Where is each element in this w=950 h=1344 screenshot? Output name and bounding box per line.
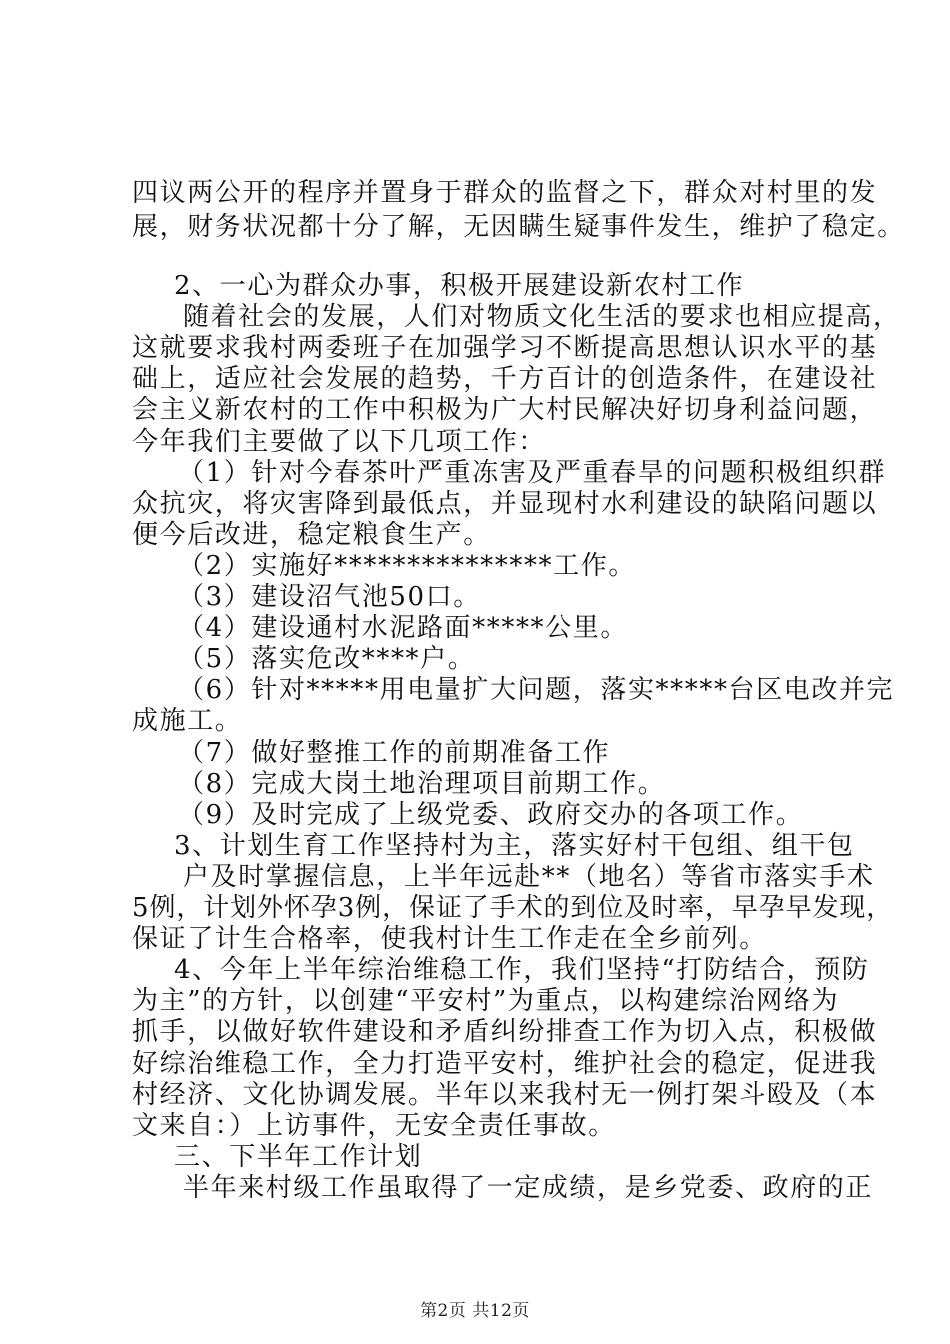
text-line: 会主义新农村的工作中积极为广大村民解决好切身利益问题， (132, 395, 878, 425)
section-heading: 4、今年上半年综治维稳工作，我们坚持“打防结合，预防 (174, 955, 870, 985)
text-line: 展，财务状况都十分了解，无因瞒生疑事件发生，维护了稳定。 (132, 212, 905, 242)
list-item: （7）做好整推工作的前期准备工作 (178, 738, 611, 768)
list-item: （6）针对*****用电量扩大问题，落实*****台区电改并完 (178, 675, 895, 705)
text-line: 成施工。 (132, 706, 243, 736)
text-line: 文来自：）上访事件，无安全责任事故。 (132, 1111, 616, 1141)
list-item: （8）完成大岗土地治理项目前期工作。 (178, 769, 666, 799)
list-item: （4）建设通村水泥路面*****公里。 (178, 613, 628, 643)
text-line: 随着社会的发展，人们对物质文化生活的要求也相应提高， (183, 302, 901, 332)
list-item: （1）针对今春茶叶严重冻害及严重春旱的问题积极组织群 (178, 458, 887, 488)
list-item: （2）实施好***************工作。 (178, 551, 636, 581)
text-line: 保证了计生合格率，使我村计生工作走在全乡前列。 (132, 924, 767, 954)
page-footer: 第2页 共12页 (420, 1301, 530, 1321)
text-line: 础上，适应社会发展的趋势，千方百计的创造条件，在建设社 (132, 364, 878, 394)
text-line: 抓手，以做好软件建设和矛盾纠纷排查工作为切入点，积极做 (132, 1017, 878, 1047)
text-line: 好综治维稳工作，全力打造平安村，维护社会的稳定，促进我 (132, 1049, 878, 1079)
text-line: 户及时掌握信息，上半年远赴**（地名）等省市落实手术 (183, 862, 875, 892)
text-line: 今年我们主要做了以下几项工作： (132, 427, 547, 457)
section-heading: 三、下半年工作计划 (174, 1142, 423, 1172)
text-line: 半年来村级工作虽取得了一定成绩，是乡党委、政府的正 (183, 1173, 874, 1203)
section-heading: 3、计划生育工作坚持村为主，落实好村干包组、组干包 (174, 831, 855, 861)
section-heading: 2、一心为群众办事，积极开展建设新农村工作 (174, 271, 745, 301)
text-line: 5例，计划外怀孕3例，保证了手术的到位及时率，早孕早发现， (132, 893, 894, 923)
text-line: 便今后改进，稳定粮食生产。 (132, 520, 491, 550)
text-line: 众抗灾，将灾害降到最低点，并显现村水利建设的缺陷问题以 (132, 489, 878, 519)
text-line: 为主”的方针，以创建“平安村”为重点，以构建综治网络为 (132, 986, 840, 1016)
list-item: （3）建设沼气池50口。 (178, 582, 481, 612)
text-line: 四议两公开的程序并置身于群众的监督之下，群众对村里的发 (132, 178, 878, 208)
list-item: （9）及时完成了上级党委、政府交办的各项工作。 (178, 800, 804, 830)
text-line: 这就要求我村两委班子在加强学习不断提高思想认识水平的基 (132, 333, 878, 363)
text-line: 村经济、文化协调发展。半年以来我村无一例打架斗殴及（本 (132, 1080, 878, 1110)
list-item: （5）落实危改****户。 (178, 644, 476, 674)
